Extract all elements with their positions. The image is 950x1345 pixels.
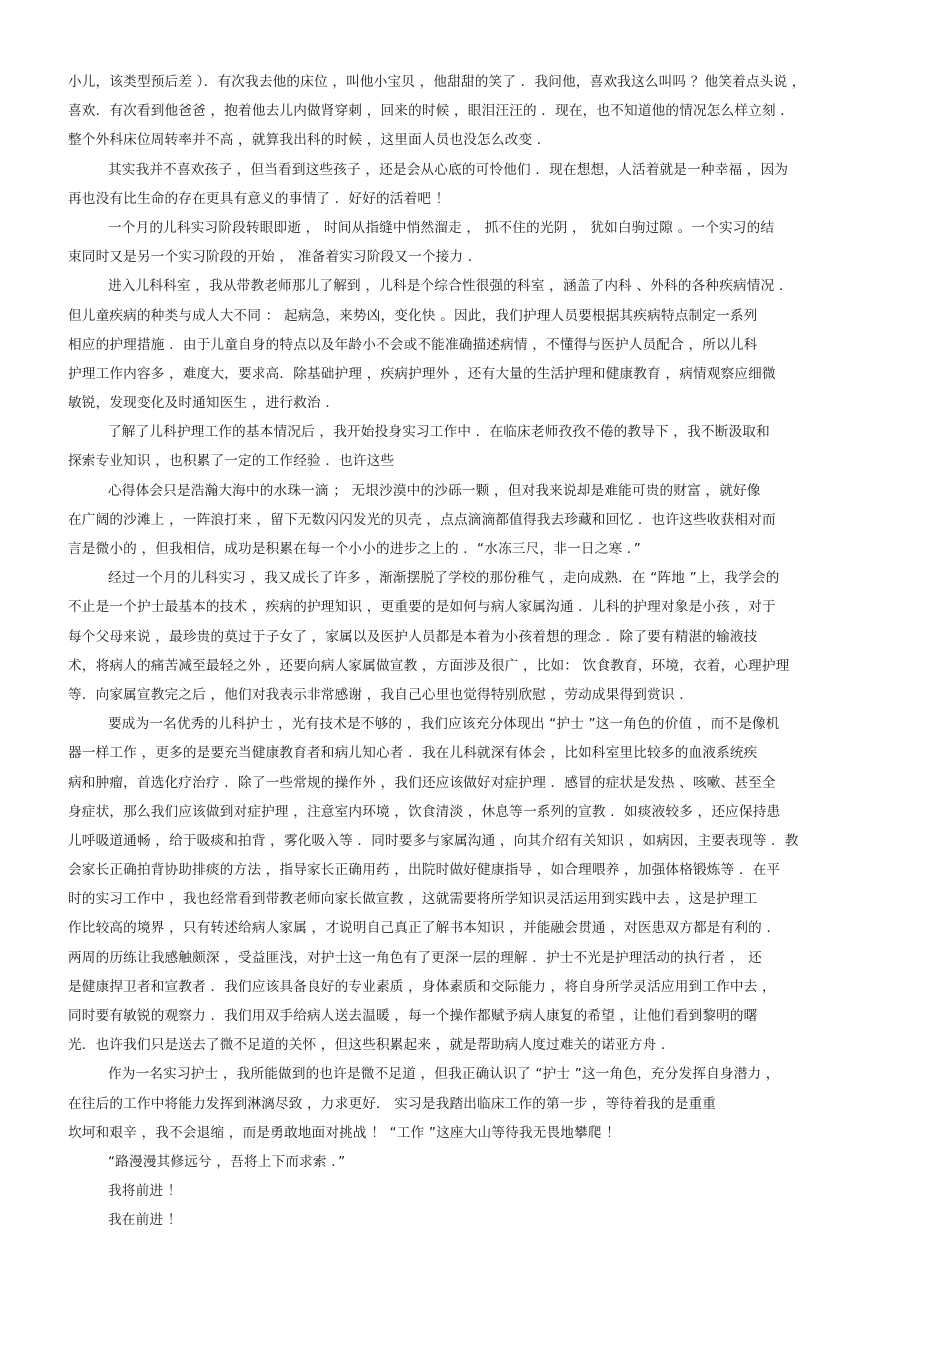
text-line: 在广阔的沙滩上 ，一阵浪打来 ，留下无数闪闪发光的贝壳 ，点点滴滴都值得我去珍藏和回忆 ．也许这些收获相对而 xyxy=(68,511,776,528)
text-line: 器一样工作 ，更多的是要充当健康教育者和病儿知心者 ．我在儿科就深有体会 ，比如科室里比较多的血液系统疾 xyxy=(68,745,758,762)
text-line: 喜欢．有次看到他爸爸 ，抱着他去儿内做肾穿刺 ，回来的时候 ，眼泪汪汪的 ．现在，也不知道他的情况怎么样立刻 ． xyxy=(68,103,795,120)
text-line: 束同时又是另一个实习阶段的开始 ， 准备着实习阶段又一个接力 ． xyxy=(68,249,482,266)
text-line: 在往后的工作中将能力发挥到淋漓尽致 ，力求更好． 实习是我踏出临床工作的第一步 ，等待着我的是重重 xyxy=(68,1095,717,1112)
text-line: 儿呼吸道通畅 ，给于吸痰和拍背 ，雾化吸入等 ．同时要多与家属沟通 ，向其介绍有关知识 ，如病因，主要表现等 ．教 xyxy=(68,832,799,849)
text-line: 小儿，该类型预后差 ）．有次我去他的床位 ，叫他小宝贝 ，他甜甜的笑了 ．我问他，喜欢我这么叫吗 ？他笑着点头说 ， xyxy=(68,74,806,90)
text-line: 等．向家属宣教完之后 ，他们对我表示非常感谢 ，我自己心里也觉得特别欣慰 ，劳动成果得到赏识 ． xyxy=(68,686,694,703)
text-line: 探索专业知识 ，也积累了一定的工作经验 ．也许这些 xyxy=(68,453,395,470)
text-line: 相应的护理措施 ．由于儿童自身的特点以及年龄小不会或不能准确描述病情 ，不懂得与医护人员配合 ，所以儿科 xyxy=(68,336,758,353)
text-line: 光．也许我们只是送去了微不足道的关怀 ，但这些积累起来 ，就是帮助病人度过难关的诺亚方舟 ． xyxy=(68,1037,675,1054)
text-line: 不止是一个护士最基本的技术 ，疾病的护理知识 ，更重要的是如何与病人家属沟通 ．儿科的护理对象是小孩 ，对于 xyxy=(68,599,776,616)
text-line: 敏锐，发现变化及时通知医生 ，进行救治 ． xyxy=(68,395,340,412)
text-line: 一个月的儿科实习阶段转眼即逝 ， 时间从指缝中悄然溜走 ， 抓不住的光阴 ， 犹如白驹过隙 。一个实习的结 xyxy=(108,219,775,236)
text-line: 两周的历练让我感触颇深 ，受益匪浅，对护士这一角色有了更深一层的理解 ．护士不光是护理活动的执行者 ， 还 xyxy=(68,949,762,966)
text-line: 坎坷和艰辛 ，我不会退缩 ，而是勇敢地面对挑战 ！ “工作 ”这座大山等待我无畏地攀爬 ！ xyxy=(68,1124,620,1141)
text-line: 心得体会只是浩瀚大海中的水珠一滴 ； 无垠沙漠中的沙砾一颗 ，但对我来说却是难能可贵的财富 ，就好像 xyxy=(108,482,761,499)
text-line: 是健康捍卫者和宣教者 ．我们应该具备良好的专业素质 ，身体素质和交际能力 ，将自身所学灵活应用到工作中去 ， xyxy=(68,978,776,995)
text-line: 要成为一名优秀的儿科护士 ，光有技术是不够的 ，我们应该充分体现出 “护士 ”这一角色的价值 ，而不是像机 xyxy=(108,716,780,733)
text-line: 再也没有比生命的存在更具有意义的事情了 ．好好的活着吧 ！ xyxy=(68,190,450,207)
text-line: 身症状，那么我们应该做到对症护理 ，注意室内环境 ，饮食清淡 ，休息等一系列的宣教 ．如痰液较多 ，还应保持患 xyxy=(68,803,781,820)
text-line: 经过一个月的儿科实习 ，我又成长了许多 ，渐渐摆脱了学校的那份稚气 ，走向成熟．在 “阵地 ”上，我学会的 xyxy=(108,570,780,587)
text-line: 作为一名实习护士 ，我所能做到的也许是微不足道 ，但我正确认识了 “护士 ”这一角色，充分发挥自身潜力 ， xyxy=(108,1066,780,1083)
text-line: 我将前进 ！ xyxy=(108,1183,182,1200)
text-line: 作比较高的境界 ，只有转述给病人家属 ，才说明自己真正了解书本知识 ，并能融会贯通 ，对医患双方都是有利的 ． xyxy=(68,920,781,937)
text-line: “路漫漫其修远兮 ，吾将上下而求索 ．” xyxy=(108,1153,346,1170)
document-page xyxy=(68,68,886,1236)
text-line: 同时要有敏锐的观察力 ．我们用双手给病人送去温暖 ，每一个操作都赋予病人康复的希望 ，让他们看到黎明的曙 xyxy=(68,1008,758,1024)
text-line: 会家长正确拍背协助排痰的方法 ，指导家长正确用药 ，出院时做好健康指导 ，如合理喂养 ，加强体格锻炼等 ．在平 xyxy=(68,862,781,879)
text-line: 病和肿瘤，首选化疗治疗 ．除了一些常规的操作外 ，我们还应该做好对症护理 ．感冒的症状是发热 、咳嗽、甚至全 xyxy=(68,774,776,791)
text-line: 护理工作内容多 ，难度大，要求高．除基础护理 ，疾病护理外 ，还有大量的生活护理和健康教育 ，病情观察应细微 xyxy=(68,365,776,382)
text-line: 其实我并不喜欢孩子 ，但当看到这些孩子 ，还是会从心底的可怜他们 ．现在想想，人活着就是一种幸福 ，因为 xyxy=(108,161,789,178)
text-line: 整个外科床位周转率并不高 ，就算我出科的时候 ，这里面人员也没怎么改变 ． xyxy=(68,132,551,149)
text-line: 我在前进 ！ xyxy=(108,1212,182,1229)
text-line: 进入儿科科室 ，我从带教老师那儿了解到 ，儿科是个综合性很强的科室 ，涵盖了内科 、外科的各种疾病情况 ． xyxy=(108,278,793,295)
text-line: 时的实习工作中 ，我也经常看到带教老师向家长做宣教 ，这就需要将所学知识灵活运用到实践中去 ，这是护理工 xyxy=(68,891,758,908)
text-line: 言是微小的 ，但我相信，成功是积累在每一个小小的进步之上的 ．“水冻三尺，非一日之寒 ．” xyxy=(68,541,641,557)
text-line: 术，将病人的痛苦减至最轻之外 ，还要向病人家属做宣教 ，方面涉及很广 ，比如： 饮食教育，环境，衣着，心理护理 xyxy=(68,657,790,674)
text-line: 每个父母来说 ，最珍贵的莫过于子女了 ，家属以及医护人员都是本着为小孩着想的理念 ．除了要有精湛的输液技 xyxy=(68,628,758,645)
text-line: 了解了儿科护理工作的基本情况后 ，我开始投身实习工作中 ．在临床老师孜孜不倦的教导下 ，我不断汲取和 xyxy=(108,424,770,441)
text-line: 但儿童疾病的种类与成人大不同 ： 起病急，来势凶，变化快 。因此，我们护理人员要根据其疾病特点制定一系列 xyxy=(68,307,758,324)
